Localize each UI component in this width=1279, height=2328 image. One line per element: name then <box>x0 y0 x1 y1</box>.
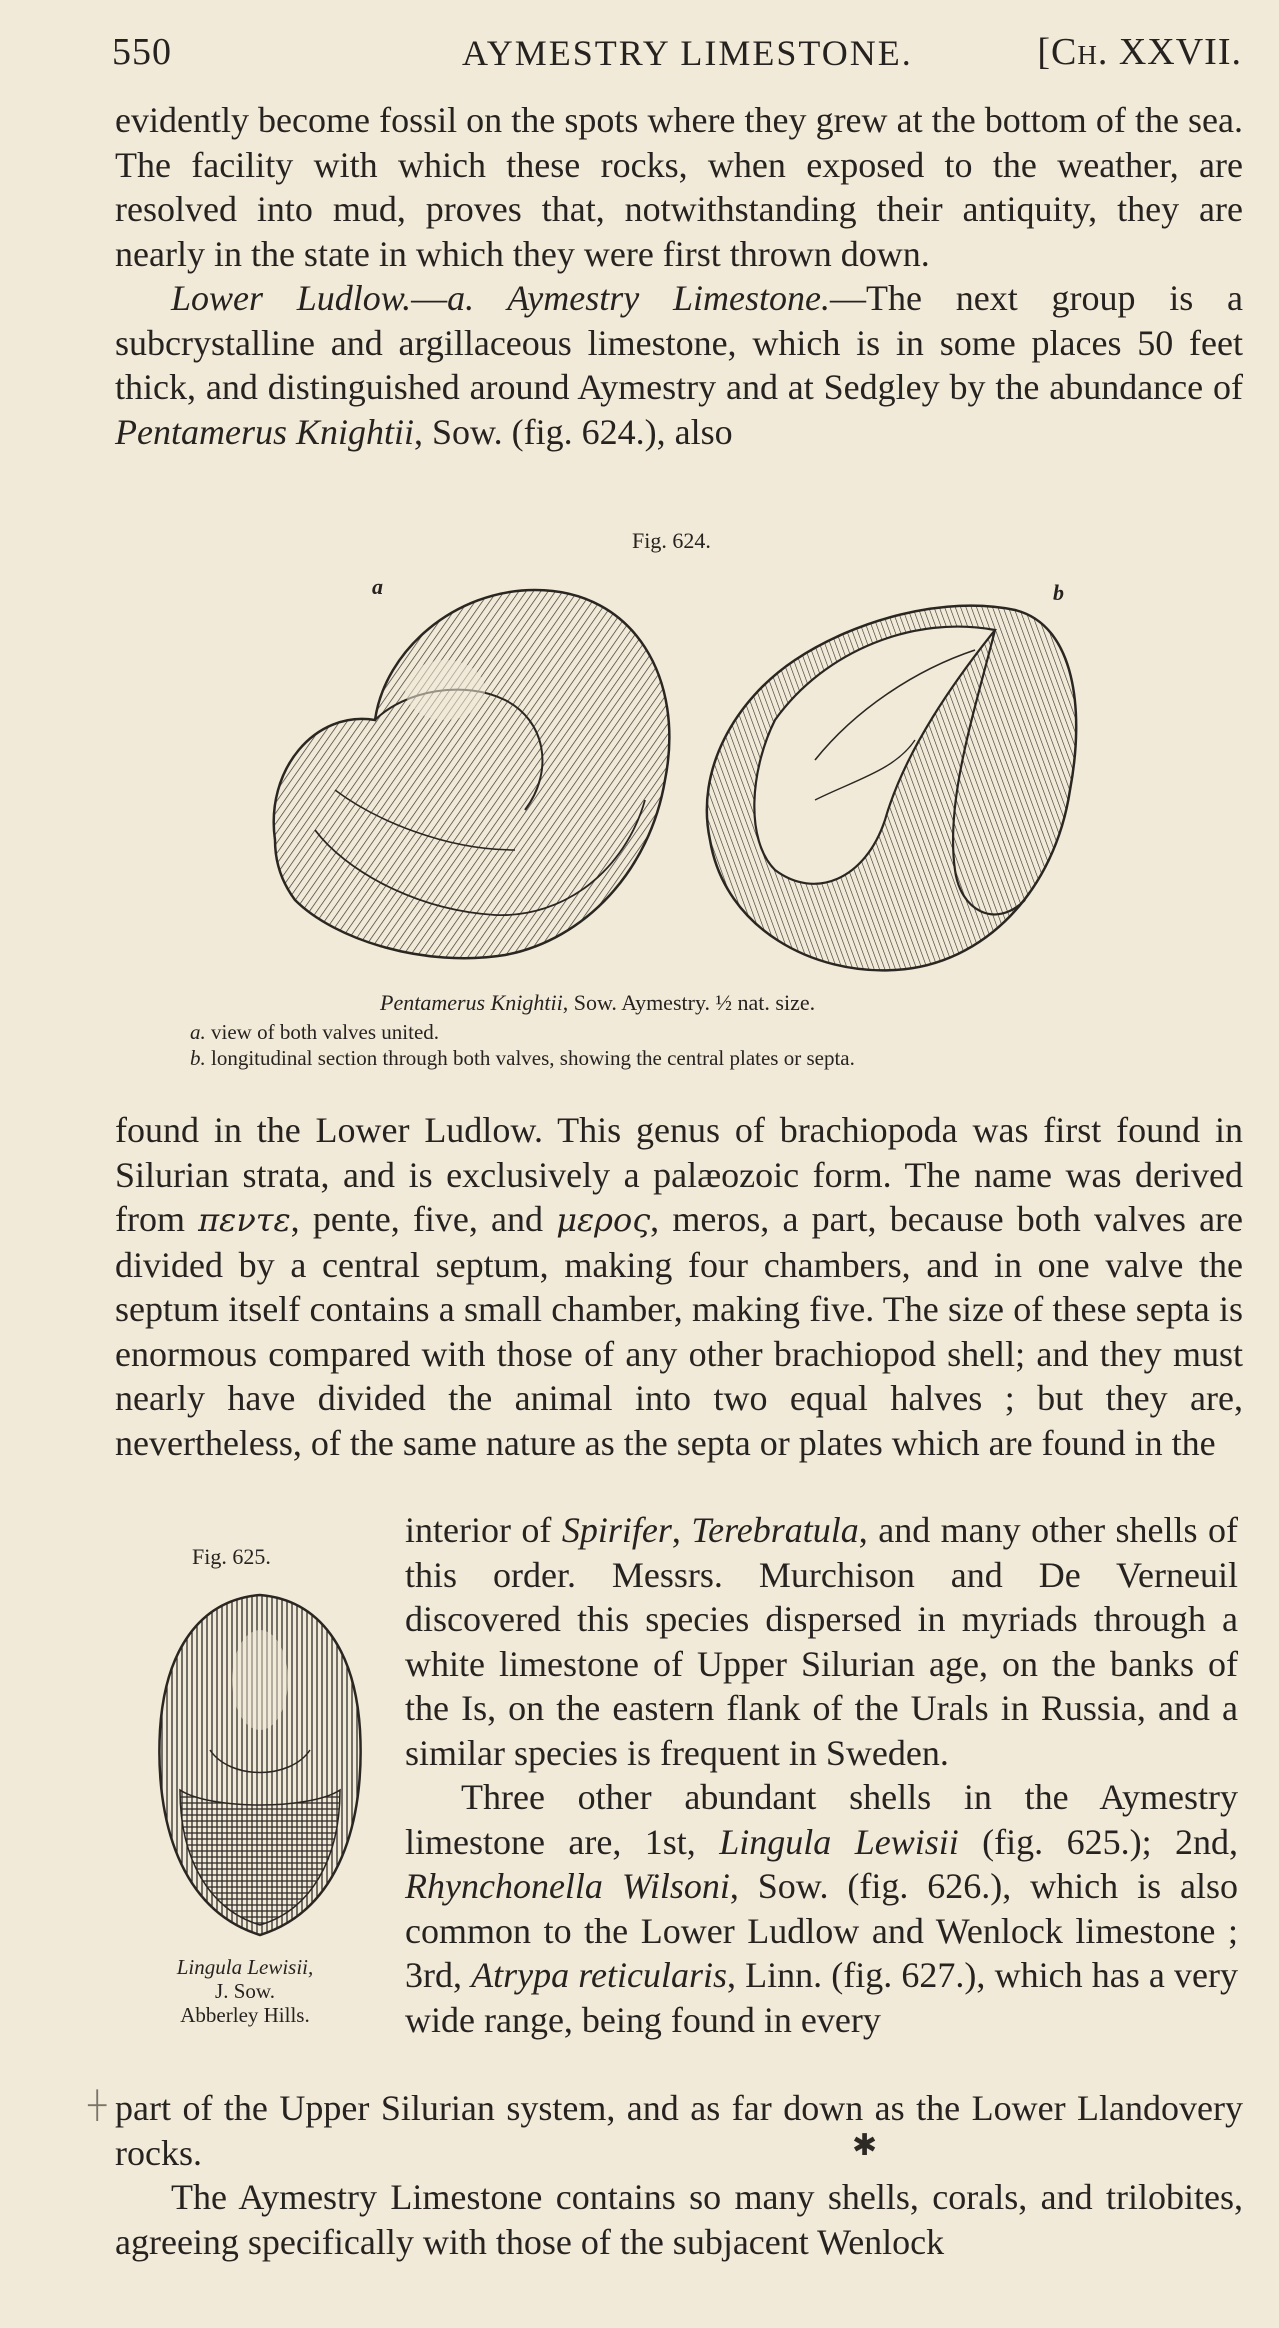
fig-625-label: Fig. 625. <box>192 1544 271 1569</box>
fig-625-caption: Lingula Lewisii, J. Sow. Abberley Hills. <box>176 1955 314 2027</box>
fig-624-caption-a: a. view of both valves united. <box>190 1020 440 1044</box>
fig-624-shell-engraving <box>255 570 1115 990</box>
shell-b-section <box>707 606 1076 971</box>
margin-mark-icon: ┼ <box>88 2090 107 2119</box>
fig-625-lingula-engraving <box>140 1590 380 1945</box>
fig-624-caption: Pentamerus Knightii, Sow. Aymestry. ½ nat. size. <box>380 990 816 1015</box>
middle-text-block <box>115 1108 1243 1465</box>
paragraph-continuation: evidently become fossil on the spots where they grew at the bottom of the sea. The facility with which these rocks, when exposed to the weather, are resolved into mud, proves that, notwithstanding their antiquity, they are nearly in the state in which they were first thrown down. <box>115 100 1243 274</box>
top-text-block <box>115 98 1243 454</box>
paragraph-pentamerus: found in the Lower Ludlow. This genus of brachiopoda was first found in Silurian strata, and is exclusively a palæozoic form. The name was derived from πεντε, pente, five, and μερος, meros, a part, because both valves are divided by a central septum, making four chambers, and in one valve the septum itself contains a small chamber, making five. The size of these septa is enormous compared with those of any other brachiopod shell; and they must nearly have divided the animal into two equal halves ; but they are, nevertheless, of the same nature as the septa or plates which are found in the <box>115 1110 1244 1463</box>
page-number: 550 <box>112 31 172 73</box>
paragraph-lower-ludlow: Lower Ludlow.—a. Aymestry Limestone.—The next group is a subcrystalline and argillaceous limestone, which is in some places 50 feet thick, and distinguished around Aymestry and at Sedgley by the abundance of Pentamerus Knightii, Sow. (fig. 624.), also <box>115 278 1243 452</box>
chapter-label: [Ch. XXVII. <box>1037 31 1242 73</box>
bottom-text-block <box>115 2086 1243 2264</box>
shell-a-whole <box>274 590 670 958</box>
paragraph-three-shells: Three other abundant shells in the Aymestry limestone are, 1st, Lingula Lewisii (fig. 625.); 2nd, Rhynchonella Wilsoni, Sow. (fig. 626.), which is also common to the Lower Ludlow and Wenlock limestone ; 3rd, Atrypa reticularis, Linn. (fig. 627.), which has a very wide range, being found in every <box>405 1777 1239 2040</box>
running-head <box>112 30 1242 80</box>
fig-624-mark-b: b <box>1053 580 1064 605</box>
paragraph-continuation-end: part of the Upper Silurian system, and as far down as the Lower Llandovery rocks. <box>115 2088 1243 2173</box>
running-title: AYMESTRY LIMESTONE. <box>462 33 913 73</box>
paragraph-spirifer: interior of Spirifer, Terebratula, and many other shells of this order. Messrs. Murchison and De Verneuil discovered this species dispersed in myriads through a white limestone of Upper Silurian age, on the banks of the Is, on the eastern flank of the Urals in Russia, and a similar species is frequent in Sweden. <box>405 1510 1239 1773</box>
fig-624-mark-a: a <box>372 574 383 599</box>
wrapped-text-block <box>405 1508 1238 2042</box>
fig-624-label: Fig. 624. <box>632 528 711 553</box>
paragraph-aymestry-contains: The Aymestry Limestone contains so many shells, corals, and trilobites, agreeing specifically with those of the subjacent Wenlock <box>115 2177 1243 2262</box>
fig-624-caption-b: b. longitudinal section through both valves, showing the central plates or septa. <box>190 1046 855 1070</box>
printer-mark-asterisk-icon: ✱ <box>852 2129 878 2162</box>
